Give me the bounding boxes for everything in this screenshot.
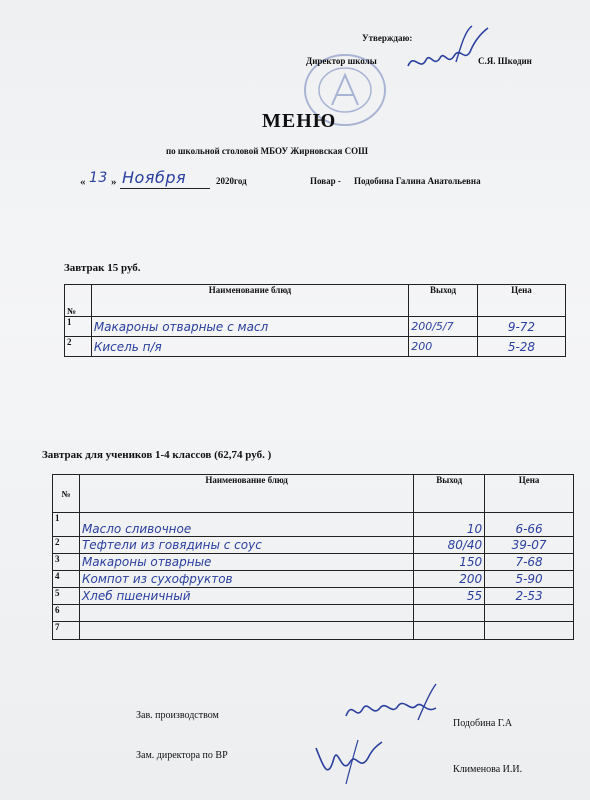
director-name: С.Я. Шкодин [478, 56, 532, 66]
row-name [79, 622, 413, 640]
table-header-row [53, 475, 574, 513]
row-price: 5-28 [477, 337, 565, 357]
production-name: Подобина Г.А [453, 718, 513, 729]
row-price: 9-72 [477, 317, 565, 337]
row-name: Хлеб пшеничный [79, 588, 413, 605]
row-yield [414, 605, 485, 622]
director-signature [400, 22, 495, 77]
row-name [79, 605, 413, 622]
row-yield: 80/40 [414, 537, 485, 554]
table-row [53, 605, 574, 622]
row-yield: 200 [409, 337, 478, 357]
row-no: 1 [53, 513, 80, 537]
row-yield: 150 [414, 554, 485, 571]
header-no: № [65, 285, 92, 317]
row-name: Масло сливочное [79, 513, 413, 537]
header-yield: Выход [409, 285, 478, 317]
row-price: 2-53 [485, 588, 574, 605]
row-yield: 200/5/7 [409, 317, 478, 337]
date-close-quote: » [111, 176, 117, 188]
header-price: Цена [477, 285, 565, 317]
header-yield: Выход [414, 475, 485, 513]
row-price: 39-07 [485, 537, 574, 554]
row-price [485, 605, 574, 622]
row-no: 2 [65, 337, 92, 357]
date-underline [120, 188, 210, 189]
deputy-signature [310, 728, 390, 788]
row-price: 7-68 [485, 554, 574, 571]
row-no: 5 [53, 588, 80, 605]
date-month: Ноября [122, 168, 187, 187]
row-name: Макароны отварные с масл [91, 317, 408, 337]
table-row [53, 513, 574, 537]
table-row [65, 337, 566, 357]
table-row [65, 317, 566, 337]
row-yield: 55 [414, 588, 485, 605]
approve-label: Утверждаю: [362, 33, 413, 43]
date-year: 2020год [216, 176, 247, 186]
breakfast1-heading: Завтрак 15 руб. [64, 262, 141, 274]
row-yield: 200 [414, 571, 485, 588]
row-name: Кисель п/я [91, 337, 408, 357]
subtitle: по школьной столовой МБОУ Жирновская СОШ [166, 146, 368, 156]
row-no: 2 [53, 537, 80, 554]
row-yield [414, 622, 485, 640]
row-no: 7 [53, 622, 80, 640]
row-yield: 10 [414, 513, 485, 537]
row-price: 6-66 [485, 513, 574, 537]
row-name: Компот из сухофруктов [79, 571, 413, 588]
table-row [53, 571, 574, 588]
breakfast2-heading: Завтрак для учеников 1-4 классов (62,74 руб. ) [42, 449, 272, 461]
header-name: Наименование блюд [79, 475, 413, 513]
date-open-quote: « [80, 176, 86, 188]
row-no: 3 [53, 554, 80, 571]
deputy-name: Клименова И.И. [453, 764, 523, 775]
header-no: № [53, 475, 80, 513]
cook-label: Повар - [310, 176, 341, 186]
row-no: 6 [53, 605, 80, 622]
row-name: Макароны отварные [79, 554, 413, 571]
row-no: 1 [65, 317, 92, 337]
breakfast1-table [64, 284, 566, 357]
date-day: 13 [89, 170, 108, 186]
row-name: Тефтели из говядины с соус [79, 537, 413, 554]
table-row [53, 588, 574, 605]
table-row [53, 622, 574, 640]
header-price: Цена [485, 475, 574, 513]
production-label: Зав. производством [136, 710, 219, 721]
row-price: 5-90 [485, 571, 574, 588]
row-no: 4 [53, 571, 80, 588]
cook-name: Подобина Галина Анатольевна [354, 176, 481, 186]
row-price [485, 622, 574, 640]
page-title: МЕНЮ [262, 110, 337, 132]
production-signature [340, 680, 450, 730]
table-row [53, 554, 574, 571]
breakfast2-table [52, 474, 574, 640]
deputy-label: Зам. директора по ВР [136, 750, 228, 761]
director-label: Директор школы [306, 56, 377, 66]
table-header-row [65, 285, 566, 317]
table-row [53, 537, 574, 554]
header-name: Наименование блюд [91, 285, 408, 317]
